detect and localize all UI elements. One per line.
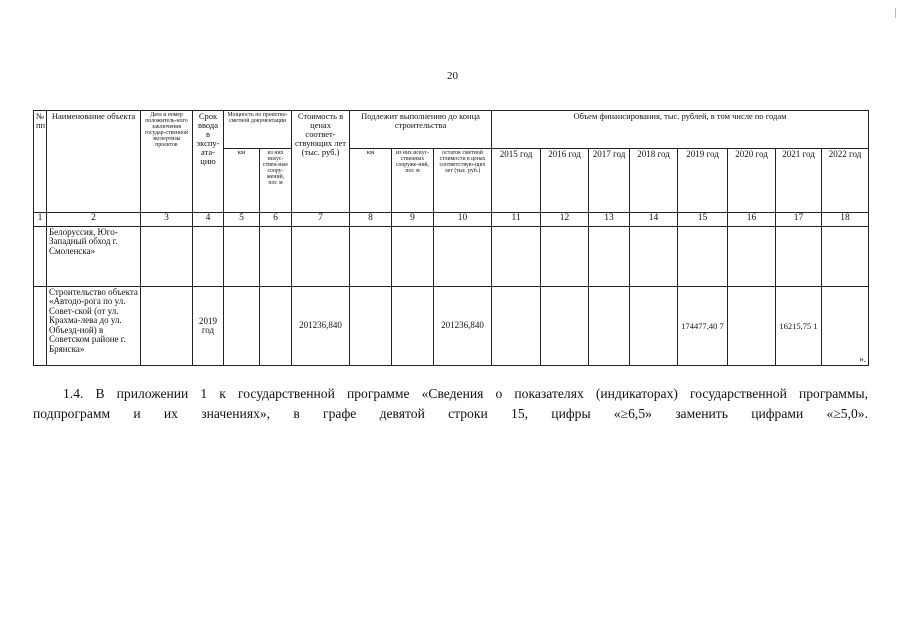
column-number: 15 [678,213,728,227]
financing-2021: 16215,75 1 [776,287,822,366]
header-year-2015: 2015 год [492,149,541,213]
scan-edge-mark [895,8,896,18]
header-remaining: Подлежит выполнению до конца строительства [350,111,492,149]
header-number: № пп [34,111,47,213]
header-year-2019: 2019 год [678,149,728,213]
column-number: 7 [292,213,350,227]
column-number: 11 [492,213,541,227]
header-remaining-km: км [350,149,392,213]
amendment-paragraph [33,384,868,424]
header-year-2017: 2017 год [589,149,630,213]
column-number: 6 [260,213,292,227]
table-row [34,287,869,366]
header-year-2021: 2021 год [776,149,822,213]
object-name: Строительство объекта «Автодо-рога по ул. Совет-ской (от ул. Крахма-лева до ул. Объезд-ной) в Советском районе г. Брянска» [47,287,141,366]
column-number: 2 [47,213,141,227]
header-capacity-km: км [224,149,260,213]
paragraph-line-2: подпрограмм и их значениях», в графе девятой строки 15, цифры «≥6,5» заменить цифрами «≥5,0». [33,406,868,421]
object-cost: 201236,840 [292,287,350,366]
header-commissioning: Срок ввода в экспу-ата-цию [193,111,224,213]
commissioning-year: 2019 год [193,287,224,366]
column-number: 12 [541,213,589,227]
header-financing: Объем финансирования, тыс. рублей, в том числе по годам [492,111,869,149]
column-number: 5 [224,213,260,227]
header-year-2020: 2020 год [728,149,776,213]
table-row [34,227,869,287]
closing-quote-mark: ». [822,287,869,366]
page-number: 20 [447,70,458,82]
column-number: 13 [589,213,630,227]
header-year-2022: 2022 год [822,149,869,213]
financing-2019: 174477,40 7 [678,287,728,366]
column-number: 4 [193,213,224,227]
remaining-cost: 201236,840 [434,287,492,366]
header-year-2018: 2018 год [630,149,678,213]
column-number: 17 [776,213,822,227]
header-year-2016: 2016 год [541,149,589,213]
column-number-row [34,213,869,227]
column-number: 18 [822,213,869,227]
column-number: 14 [630,213,678,227]
column-number: 16 [728,213,776,227]
header-remaining-cost: остаток сметной стоимости в ценах соответствую-щих лет (тыс. руб.) [434,149,492,213]
financing-table [33,110,869,366]
column-number: 10 [434,213,492,227]
header-remaining-structures: из них искус-ственных сооруже-ний, пог. м [392,149,434,213]
column-number: 9 [392,213,434,227]
column-number: 8 [350,213,392,227]
paragraph-line-1: 1.4. В приложении 1 к государственной программе «Сведения о показателях (индикаторах) государственной программы, [63,386,868,401]
header-object-name: Наименование объекта [47,111,141,213]
column-number: 3 [141,213,193,227]
object-name: Белоруссия, Юго-Западный обход г. Смоленска» [47,227,141,287]
header-capacity-structures: из них искус-ствен-ные соору-жений, пог. м [260,149,292,213]
column-number: 1 [34,213,47,227]
header-cost: Стоимость в ценах соответ-ствующих лет (тыс. руб.) [292,111,350,213]
header-expertise-date: Дата и номер положитель-ного заключения государ-ственной экспертизы проектов [141,111,193,213]
header-capacity: Мощность по проектно-сметной документации [224,111,292,149]
